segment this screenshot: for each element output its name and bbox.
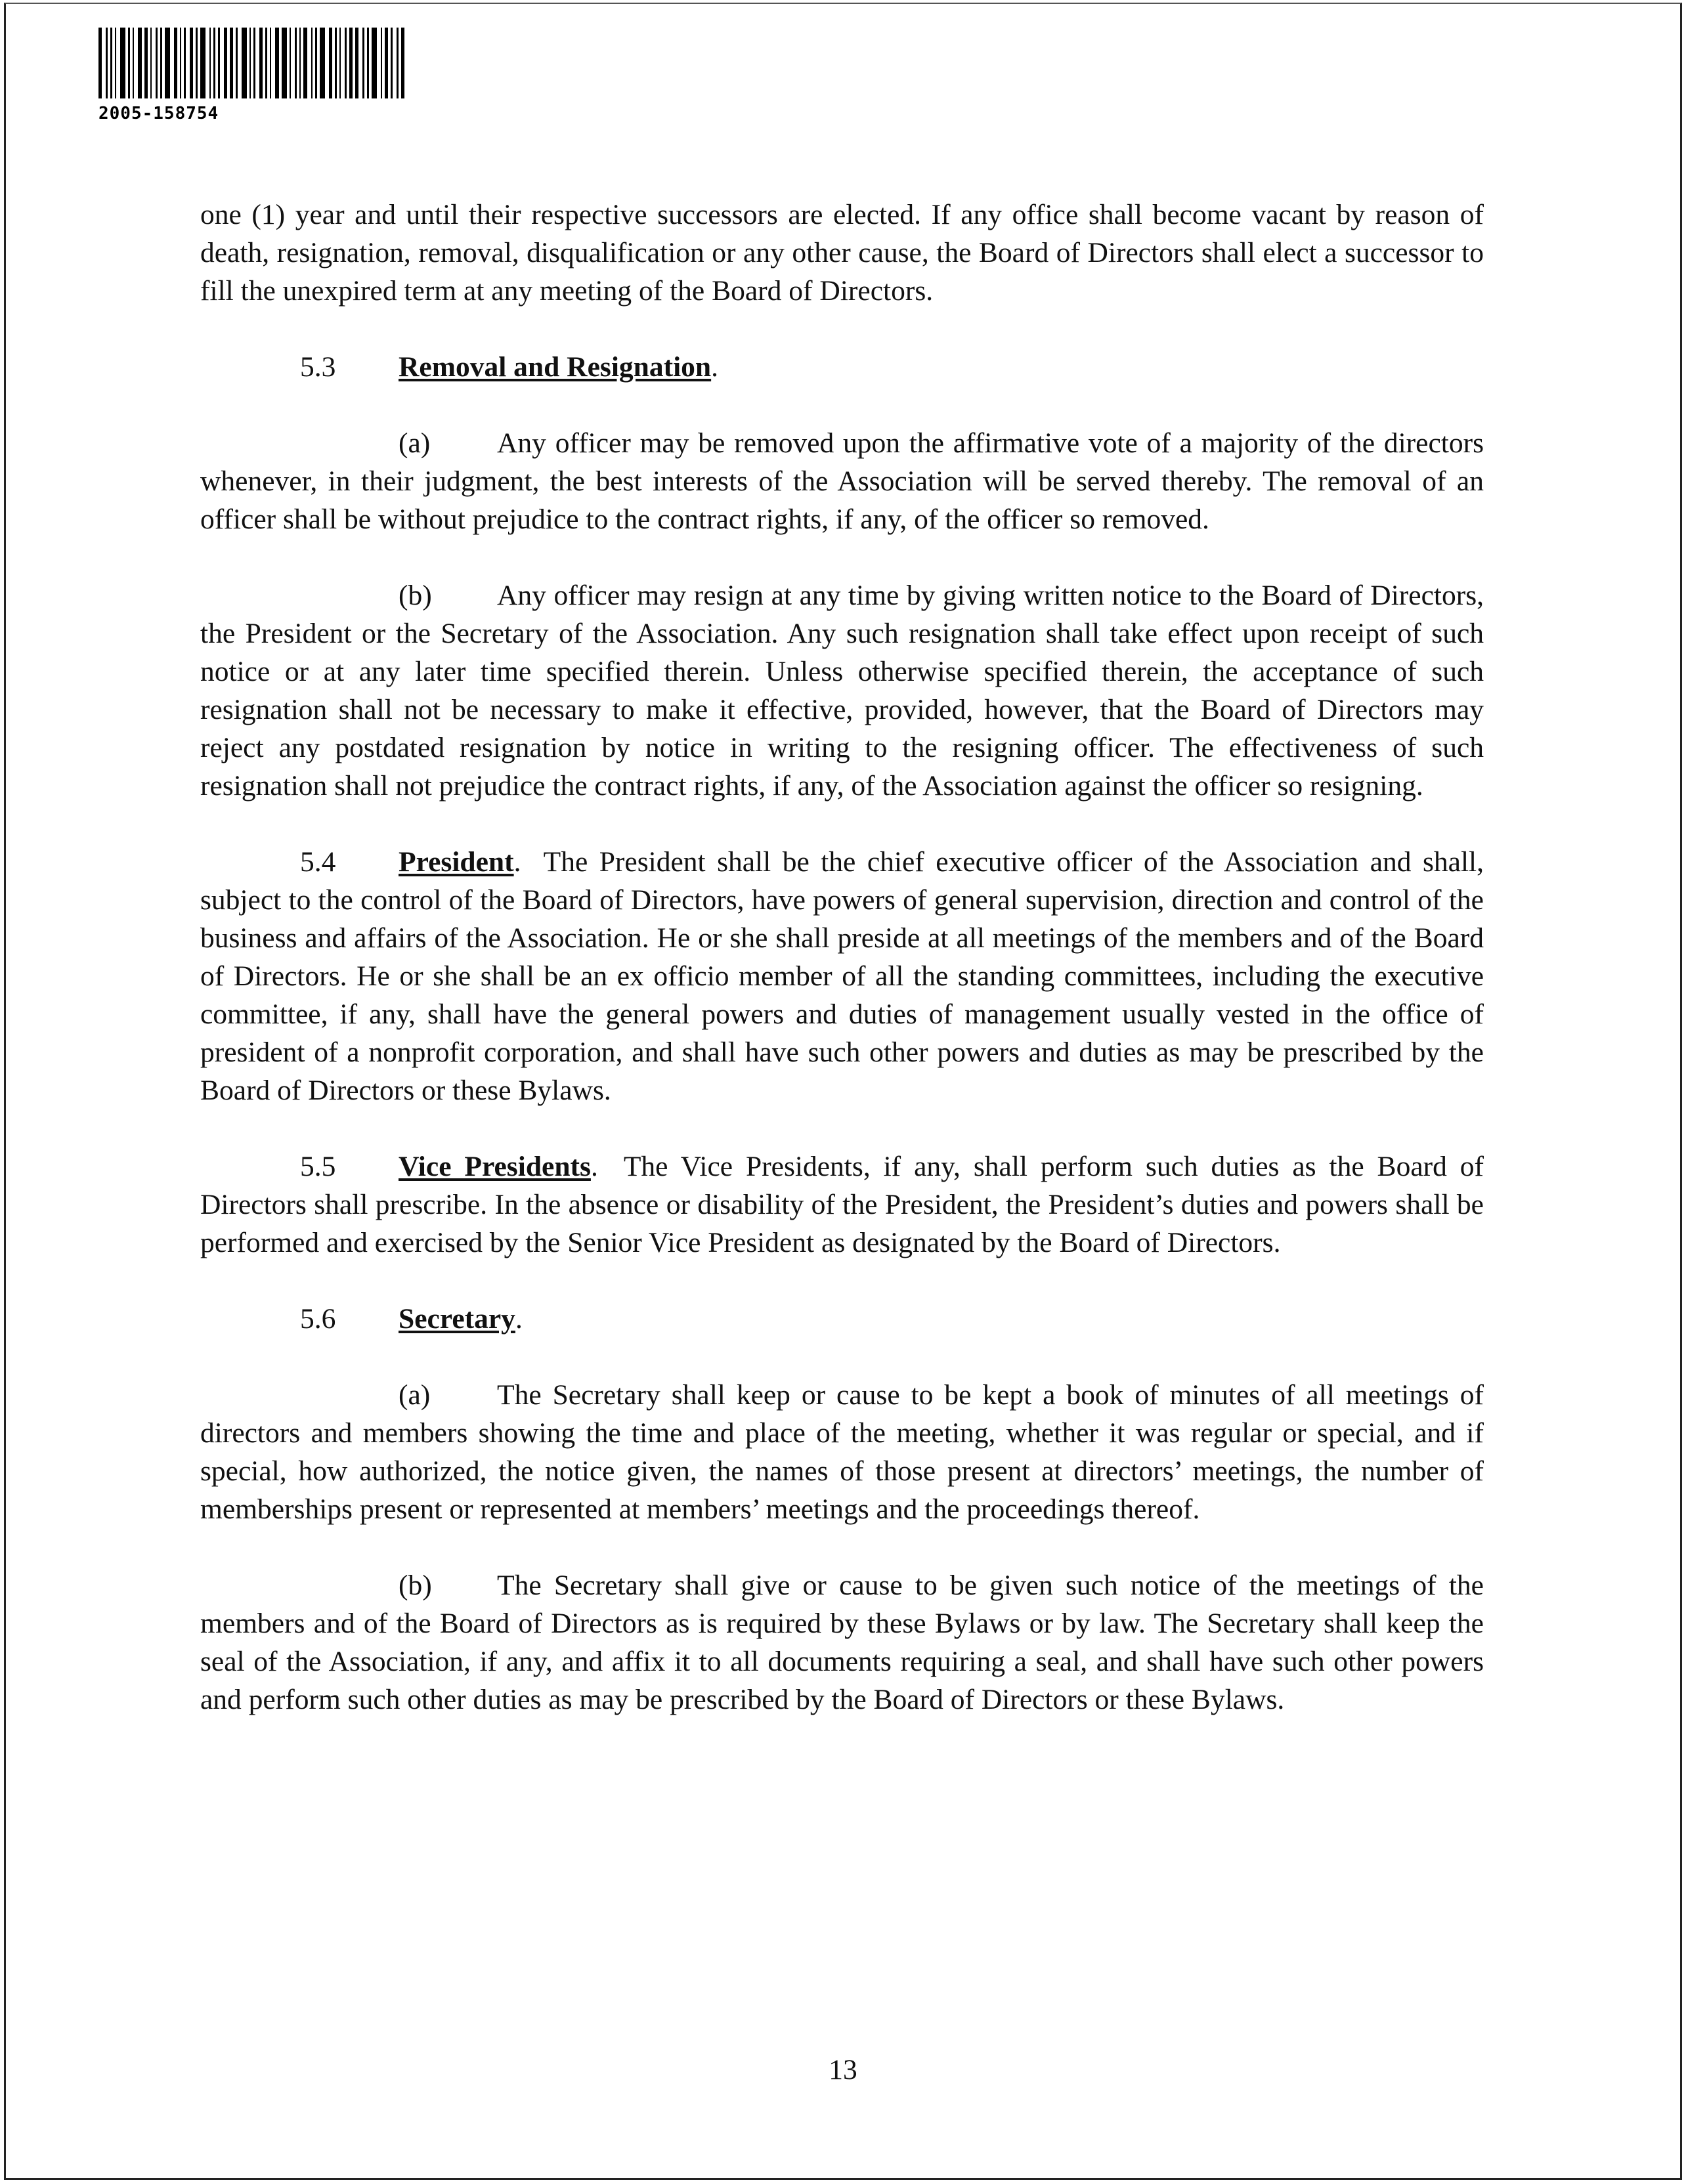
document-body [200,196,1484,1719]
barcode-bar [236,28,238,98]
barcode-bar [372,28,377,98]
section-number: 5.4 [300,846,336,878]
barcode-bar [213,28,215,98]
barcode-bar [253,28,255,98]
barcode-bar [397,28,399,98]
subsection-text: Any officer may be removed upon the affirmative vote of a majority of the directors whenever, in their judgment, the best interests of the Association will be served thereby. The removal of an officer shall be without prejudice to the contract rights, if any, of the officer so removed. [200,427,1484,535]
barcode-bar [401,28,404,98]
section-text: The President shall be the chief executive officer of the Association and shall, subject to the control of the Board of Directors, have powers of general supervision, direction and control of the business and affairs of the Association. He or she shall preside at all meetings of the members and of the Board of Directors. He or she shall be an ex officio member of all the standing committees, including the executive committee, if any, shall have the general powers and duties of management usually vested in the office of president of a nonprofit corporation, and shall have such other powers and duties as may be prescribed by the Board of Directors or these Bylaws. [200,846,1484,1106]
barcode-bar [315,28,317,98]
barcode-bar [335,28,337,98]
barcode-block [98,28,407,123]
barcode-image [98,28,407,98]
barcode-bar [259,28,263,98]
barcode-bar [242,28,247,98]
barcode-bar [299,28,301,98]
section-number: 5.6 [300,1303,336,1335]
barcode-bar [270,28,272,98]
subsection-label: (a) [399,1379,431,1411]
section-5-3-b [200,576,1484,805]
barcode-bar [218,28,220,98]
barcode-bar [224,28,227,98]
barcode-bar [230,28,233,98]
barcode-bar [385,28,388,98]
barcode-bar [303,28,307,98]
barcode-bar [144,28,148,98]
barcode-bar [184,28,186,98]
section-5-6-a [200,1376,1484,1528]
barcode-bar [190,28,193,98]
barcode-bar [320,28,325,98]
subsection-label: (b) [399,1570,432,1601]
barcode-bar [349,28,353,98]
barcode-bar [381,28,383,98]
document-number: 2005-158754 [98,104,219,123]
barcode-bar [128,28,130,98]
barcode-bar [120,28,125,98]
barcode-bar [329,28,332,98]
barcode-bar [345,28,347,98]
subsection-text: Any officer may resign at any time by giving written notice to the Board of Directors, the President or the Secretary of the Association. Any such resignation shall take effect upon receipt of such notice or at any later time specified therein. Unless otherwise specified therein, the acceptance of such resignation shall not be necessary to make it effective, provided, however, that the Board of Directors may reject any postdated resignation by notice in writing to the resigning officer. The effectiveness of such resignation shall not prejudice the contract rights, if any, of the Association against the officer so resigning. [200,580,1484,802]
barcode-bar [265,28,267,98]
section-title: Removal and Resignation [399,351,712,383]
section-5-3-heading: 5.3 Removal and Resignation. [200,348,1484,386]
section-text: The Vice Presidents, if any, shall perform such duties as the Board of Directors shall prescribe. In the absence or disability of the President, the President’s duties and powers shall be performed and exercised by the Senior Vice President as designated by the Board of Directors. [200,1151,1484,1258]
barcode-bar [209,28,211,98]
barcode-bar [295,28,297,98]
subsection-text: The Secretary shall give or cause to be given such notice of the meetings of the members and of the Board of Directors as is required by these Bylaws or by law. The Secretary shall keep the seal of the Association, if any, and affix it to all documents requiring a seal, and shall have such other powers and perform such other duties as may be prescribed by the Board of Directors or these Bylaws. [200,1570,1484,1715]
page-number: 13 [829,2054,857,2086]
barcode-bar [196,28,198,98]
barcode-bar [160,28,162,98]
continuation-paragraph: one (1) year and until their respective successors are elected. If any office shall become vacant by reason of death, resignation, removal, disqualification or any other cause, the Board of Directors shall elect a successor to fill the unexpired term at any meeting of the Board of Directors. [200,199,1484,307]
subsection-text: The Secretary shall keep or cause to be kept a book of minutes of all meetings of directors and members showing the time and place of the meeting, whether it was regular or special, and if special, how authorized, the notice given, the names of those present at directors’ meetings, the number of memberships present or represented at members’ meetings and the proceedings thereof. [200,1379,1484,1525]
barcode-bar [165,28,170,98]
barcode-bar [362,28,364,98]
section-title: Secretary [399,1303,515,1335]
barcode-bar [138,28,141,98]
section-title: President [399,846,514,878]
subsection-label: (b) [399,580,432,611]
barcode-bar [355,28,358,98]
barcode-bar [339,28,341,98]
barcode-bar [150,28,152,98]
section-5-4: 5.4 President. The President shall be the chief executive officer of the Association and shall, subject to the control of the Board of Directors, have powers of general supervision, direction and control of the business and affairs of the Association. He or she shall preside at all meetings of the members and of the Board of Directors. He or she shall be an ex officio member of all the standing committees, including the executive committee, if any, shall have the general powers and duties of management usually vested in the office of president of a nonprofit corporation, and shall have such other powers and duties as may be prescribed by the Board of Directors or these Bylaws. [200,843,1484,1109]
section-5-5: 5.5 Vice Presidents. The Vice Presidents, if any, shall perform such duties as the Board of Directors shall prescribe. In the absence or disability of the President, the President’s duties and powers shall be performed and exercised by the Senior Vice President as designated by the Board of Directors. [200,1147,1484,1262]
barcode-bar [282,28,287,98]
subsection-label: (a) [399,427,431,459]
barcode-bar [311,28,313,98]
barcode-bar [200,28,205,98]
barcode-bar [156,28,158,98]
section-number: 5.5 [300,1151,336,1182]
section-number: 5.3 [300,351,336,383]
barcode-bar [275,28,278,98]
barcode-bar [367,28,369,98]
section-5-6-heading: 5.6 Secretary. [200,1300,1484,1338]
barcode-bar [290,28,292,98]
barcode-bar [115,28,117,98]
barcode-bar [249,28,251,98]
barcode-bar [391,28,393,98]
barcode-bar [174,28,177,98]
barcode-bar [106,28,108,98]
barcode-bar [133,28,135,98]
barcode-bar [180,28,182,98]
section-5-6-b [200,1566,1484,1719]
section-5-3-a [200,424,1484,538]
barcode-bar [110,28,112,98]
barcode-bar [98,28,102,98]
section-title: Vice Presidents [399,1151,591,1182]
